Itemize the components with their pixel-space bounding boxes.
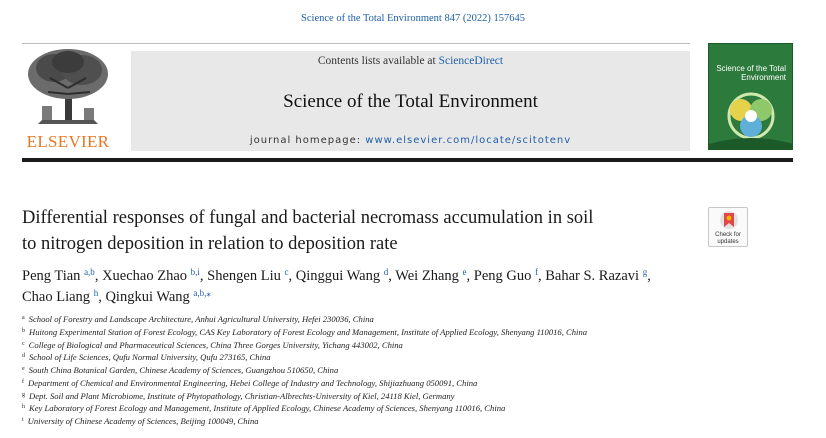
affiliation-key: b [22, 327, 25, 334]
journal-cover-thumbnail[interactable] [708, 43, 793, 150]
author[interactable]: Wei Zhang $^e$ [395, 267, 467, 284]
author-affiliation-ref[interactable]: b,i [190, 267, 200, 277]
affiliation-key: g [22, 391, 25, 398]
author-affiliation-ref[interactable]: a,b,⁎ [193, 288, 211, 298]
affiliation-key: i [22, 417, 24, 423]
author-affiliation-ref[interactable]: f [535, 267, 538, 277]
article-title [22, 205, 692, 257]
author[interactable]: Chao Liang $^h$ [22, 288, 99, 305]
author[interactable]: Xuechao Zhao $^{b,i}$ [102, 267, 200, 284]
affiliation-key: f [22, 378, 24, 385]
affiliation-text: Key Laboratory of Forest Ecology and Management, Institute of Applied Ecology, Chinese Academy of Sciences, Shenyang 110016, China [29, 403, 506, 414]
affiliation-item [22, 377, 802, 390]
author-affiliation-ref[interactable]: h [93, 288, 99, 298]
affiliation-item [22, 339, 802, 352]
check-label-line-1: Check for [715, 232, 741, 238]
check-for-updates-button[interactable] [708, 207, 748, 247]
affiliation-item [22, 415, 802, 428]
affiliation-text: Huitong Experimental Station of Forest Ecology, CAS Key Laboratory of Forest Ecology and Management, Institute of Applied Ecology, Shenyang 110016, China [29, 326, 588, 337]
affiliation-item [22, 364, 802, 377]
author[interactable]: Qingkui Wang $^{a,b,⁎}$ [105, 288, 211, 305]
affiliation-item [22, 326, 802, 339]
affiliation-key: e [22, 366, 25, 372]
article-title-line-1: Differential responses of fungal and bacterial necromass accumulation in soil [22, 208, 594, 228]
homepage-link[interactable]: www.elsevier.com/locate/scitotenv [365, 135, 572, 146]
author[interactable]: Bahar S. Razavi $^g$ [545, 267, 648, 284]
check-label-line-2: updates [717, 238, 739, 245]
affiliation-item [22, 402, 802, 415]
affiliation-item [22, 313, 802, 326]
affiliation-text: Department of Chemical and Environmental Engineering, Hebei College of Industry and Technology, Shijiazhuang 050091, China [28, 377, 478, 388]
publisher-logo [20, 48, 116, 152]
cover-graphic-icon [709, 44, 793, 150]
affiliation-key: c [22, 340, 25, 347]
publisher-wordmark: ELSEVIER [26, 132, 110, 151]
author[interactable]: Qinggui Wang $^d$ [295, 267, 389, 284]
affiliation-text: University of Chinese Academy of Sciences, Beijing 100049, China [27, 416, 259, 426]
check-for-updates-label [709, 232, 747, 245]
affiliation-text: School of Forestry and Landscape Architecture, Anhui Agricultural University, Hefei 230036, China [28, 314, 374, 324]
author[interactable]: Peng Tian $^{a,b}$ [22, 267, 95, 284]
affiliation-text: South China Botanical Garden, Chinese Academy of Sciences, Guangzhou 510650, China [28, 365, 339, 375]
affiliation-text: School of Life Sciences, Qufu Normal University, Qufu 273165, China [29, 352, 271, 363]
journal-title: Science of the Total Environment [283, 91, 538, 112]
journal-citation: Science of the Total Environment 847 (2022) 157645 [301, 13, 525, 24]
affiliation-key: h [22, 404, 25, 411]
affiliation-item [22, 351, 802, 364]
article-title-line-2: to nitrogen deposition in relation to deposition rate [22, 234, 398, 254]
affiliation-text: College of Biological and Pharmaceutical Sciences, China Three Gorges University, Yichang 443002, China [28, 339, 403, 350]
bookmark-check-icon [709, 208, 749, 232]
author-affiliation-ref[interactable]: d [383, 267, 389, 277]
contents-availability [131, 55, 690, 67]
affiliation-text: Dept. Soil and Plant Microbiome, Institute of Phytopathology, Christian-Albrechts-University of Kiel, 24118 Kiel, Germany [29, 390, 455, 401]
author-affiliation-ref[interactable]: e [462, 267, 467, 277]
elsevier-tree-icon [20, 48, 116, 128]
journal-banner [131, 51, 690, 151]
author[interactable]: Shengen Liu $^c$ [207, 267, 289, 284]
author-affiliation-ref[interactable]: a,b [84, 267, 95, 277]
homepage-prefix: journal homepage: [249, 135, 366, 146]
affiliation-key: a [22, 315, 25, 321]
author-affiliation-ref[interactable]: c [284, 267, 289, 277]
sciencedirect-link[interactable]: ScienceDirect [438, 55, 504, 67]
author-list: Peng Tian $^{a,b}$, Xuechao Zhao $^{b,i}$, Shengen Liu $^c$, Qinggui Wang $^d$, Wei Zhang $^e$, Peng Guo $^f$, Bahar S. Razavi $^g$, Chao Liang $^h$, Qingkui Wang $^{a,b,⁎}$ [22, 267, 651, 305]
author-affiliation-ref[interactable]: g [642, 267, 648, 277]
affiliation-item [22, 390, 802, 403]
affiliation-key: d [22, 353, 25, 360]
section-divider [22, 158, 793, 162]
header-divider [22, 43, 690, 44]
contents-prefix: Contents lists available at [317, 55, 439, 67]
author[interactable]: Peng Guo $^f$ [473, 267, 538, 284]
journal-homepage [131, 135, 690, 146]
cover-title: Science of the Total Environment [716, 64, 786, 82]
affiliation-list [22, 313, 802, 428]
